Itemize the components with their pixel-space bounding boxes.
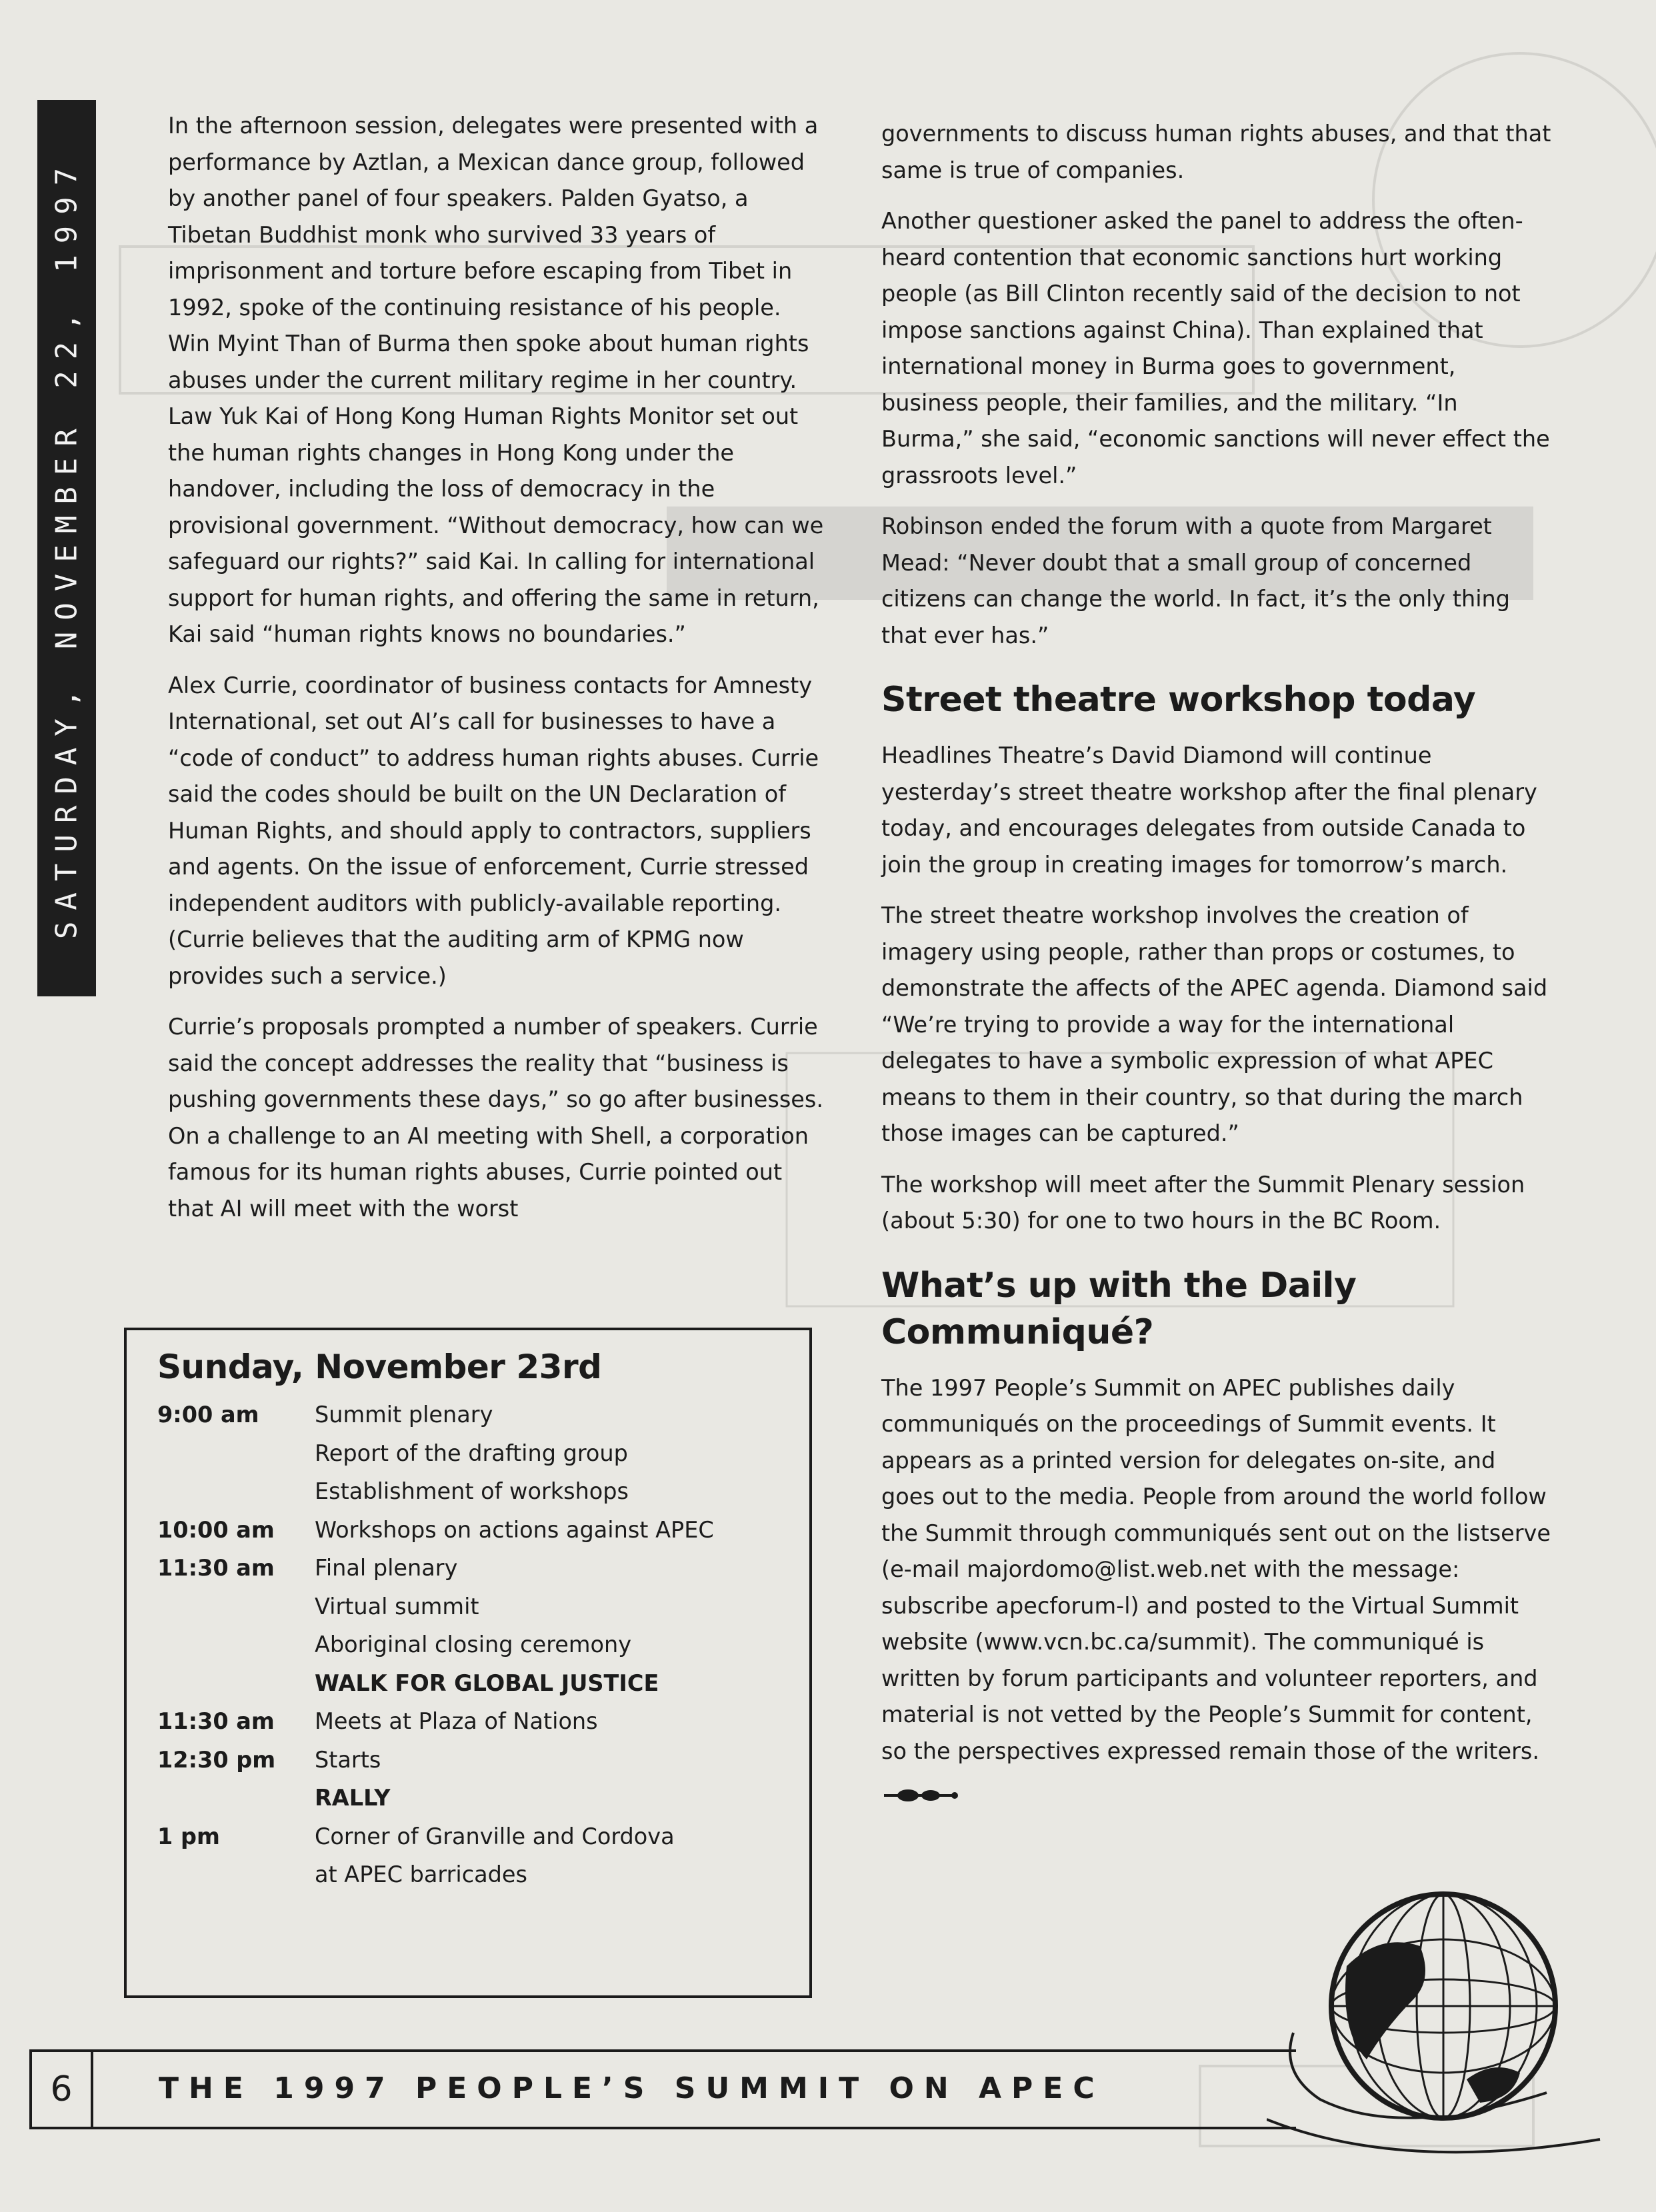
schedule-item: Starts <box>315 1746 381 1773</box>
schedule-row <box>157 1817 779 1856</box>
left-column <box>168 108 828 1242</box>
schedule-item: at APEC barricades <box>315 1861 527 1887</box>
end-mark-icon <box>881 1780 1551 1817</box>
schedule-item: RALLY <box>315 1785 391 1811</box>
schedule-time <box>157 1626 315 1664</box>
schedule-time <box>157 1779 315 1817</box>
schedule-row <box>157 1588 779 1626</box>
page-number: 6 <box>29 2049 93 2129</box>
schedule-time: 10:00 am <box>157 1516 275 1543</box>
schedule-title: Sunday, November 23rd <box>157 1348 602 1386</box>
schedule-time <box>157 1434 315 1473</box>
schedule-row <box>157 1511 779 1550</box>
right-column <box>881 116 1551 1817</box>
schedule-row <box>157 1855 779 1894</box>
globe-icon <box>1267 1859 1640 2179</box>
schedule-row <box>157 1396 779 1434</box>
paragraph: The workshop will meet after the Summit Plenary session (about 5:30) for one to two hours in the BC Room. <box>881 1171 1525 1234</box>
schedule-time: 11:30 am <box>157 1708 275 1734</box>
schedule-time: 1 pm <box>157 1823 220 1849</box>
schedule-item: Report of the drafting group <box>315 1440 628 1466</box>
schedule-row <box>157 1702 779 1741</box>
paragraph: Currie’s proposals prompted a number of speakers. Currie said the concept addresses the reality that “business is pushing governments these days,” so go after businesses. On a challenge to an AI meeting with Shell, a corporation famous for its human rights abuses, Currie pointed out that AI will meet with the worst <box>168 1014 823 1222</box>
date-label: SATURDAY, NOVEMBER 22, 1997 <box>49 156 84 940</box>
schedule-time <box>157 1472 315 1511</box>
paragraph: Alex Currie, coordinator of business contacts for Amnesty International, set out AI’s call for businesses to have a “code of conduct” to address human rights abuses. Currie said the codes should be built on the UN Declaration of Human Rights, and should apply to contractors, suppliers and agents. On the issue of enforcement, Currie stressed independent auditors with publicly-available reporting. (Currie believes that the auditing arm of KPMG now provides such a service.) <box>168 672 819 989</box>
paragraph: governments to discuss human rights abuses, and that that same is true of companies. <box>881 121 1551 183</box>
paragraph: The 1997 People’s Summit on APEC publishes daily communiqués on the proceedings of Summit events. It appears as a printed version for delegates on-site, and goes out to the media. People from around the world follow the Summit through communiqués sent out on the listserve (e-mail majordomo@list.web.net with the message: subscribe apecforum-l) and posted to the Virtual Summit website (www.vcn.bc.ca/summit). The communiqué is written by forum participants and volunteer reporters, and material is not vetted by the People’s Summit for content, so the perspectives expressed remain those of the writers. <box>881 1374 1551 1764</box>
schedule-list <box>157 1396 779 1894</box>
paragraph: Headlines Theatre’s David Diamond will continue yesterday’s street theatre workshop after the final plenary today, and encourages delegates from outside Canada to join the group in creating images for tomorrow’s march. <box>881 742 1537 878</box>
paragraph: Another questioner asked the panel to address the often-heard contention that economic sanctions hurt working people (as Bill Clinton recently said of the decision to not impose sanctions against China). Than explained that international money in Burma goes to government, business people, their families, and the military. “In Burma,” she said, “economic sanctions will never effect the grassroots level.” <box>881 208 1550 489</box>
paragraph: Robinson ended the forum with a quote from Margaret Mead: “Never doubt that a small group of concerned citizens can change the world. In fact, it’s the only thing that ever has.” <box>881 513 1511 648</box>
schedule-row <box>157 1626 779 1664</box>
schedule-row <box>157 1549 779 1588</box>
schedule-item: Meets at Plaza of Nations <box>315 1708 598 1734</box>
schedule-item: Workshops on actions against APEC <box>315 1516 714 1543</box>
schedule-item: Corner of Granville and Cordova <box>315 1823 675 1849</box>
schedule-row <box>157 1779 779 1817</box>
schedule-item: Final plenary <box>315 1555 458 1581</box>
schedule-time: 12:30 pm <box>157 1746 276 1773</box>
schedule-box <box>124 1328 812 1998</box>
paragraph: The street theatre workshop involves the creation of imagery using people, rather than props or costumes, to demonstrate the affects of the APEC agenda. Diamond said “We’re trying to provide a way for the international delegates to have a symbolic expression of what APEC means to them in their country, so that during the march those images can be captured.” <box>881 902 1548 1146</box>
street-theatre-heading: Street theatre workshop today <box>881 680 1476 720</box>
schedule-row <box>157 1472 779 1511</box>
schedule-item: Summit plenary <box>315 1402 493 1428</box>
communique-heading: What’s up with the Daily Communiqué? <box>881 1265 1357 1352</box>
schedule-item: Virtual summit <box>315 1593 479 1620</box>
schedule-row <box>157 1664 779 1703</box>
schedule-item: WALK FOR GLOBAL JUSTICE <box>315 1669 659 1696</box>
schedule-row <box>157 1741 779 1779</box>
schedule-time <box>157 1664 315 1703</box>
schedule-time: 9:00 am <box>157 1402 259 1428</box>
schedule-item: Establishment of workshops <box>315 1478 629 1504</box>
schedule-time <box>157 1855 315 1894</box>
schedule-time <box>157 1588 315 1626</box>
paragraph: In the afternoon session, delegates were presented with a performance by Aztlan, a Mexican dance group, followed by another panel of four speakers. Palden Gyatso, a Tibetan Buddhist monk who survived 33 years of imprisonment and torture before escaping from Tibet in 1992, spoke of the continuing resistance of his people. Win Myint Than of Burma then spoke about human rights abuses under the current military regime in her country. Law Yuk Kai of Hong Kong Human Rights Monitor set out the human rights changes in Hong Kong under the handover, including the loss of democracy in the provisional government. “Without democracy, how can we safeguard our rights?” said Kai. In calling for international support for human rights, and offering the same in return, Kai said “human rights knows no boundaries.” <box>168 113 824 647</box>
schedule-time: 11:30 am <box>157 1555 275 1581</box>
schedule-row <box>157 1434 779 1473</box>
footer-title: THE 1997 PEOPLE’S SUMMIT ON APEC <box>159 2071 1105 2105</box>
schedule-item: Aboriginal closing ceremony <box>315 1632 632 1658</box>
